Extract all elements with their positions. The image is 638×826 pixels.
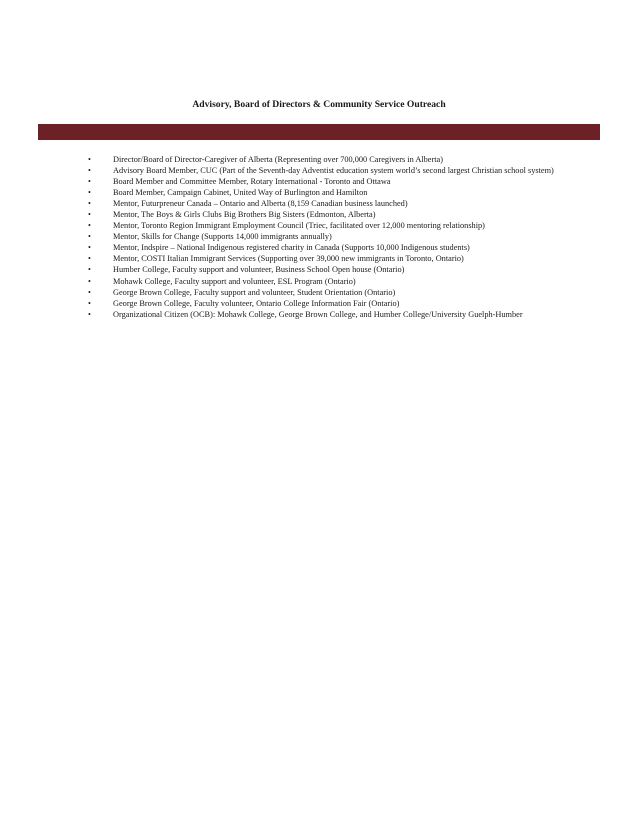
bullet-icon: • (88, 298, 91, 308)
list-item (88, 231, 588, 242)
list-item (88, 165, 588, 176)
bullet-icon: • (88, 265, 91, 275)
bullet-icon: • (88, 254, 91, 264)
bullet-icon: • (88, 199, 91, 209)
list-item-text: Organizational Citizen (OCB): Mohawk College, George Brown College, and Humber College/University Guelph-Humber (113, 309, 523, 319)
list-item (88, 298, 588, 309)
list-item (88, 242, 588, 253)
list-item-text: Board Member, Campaign Cabinet, United Way of Burlington and Hamilton (113, 188, 368, 198)
bullet-icon: • (88, 309, 91, 319)
list-item (88, 198, 588, 209)
bullet-icon: • (88, 166, 91, 176)
list-item (88, 187, 588, 198)
list-item (88, 276, 588, 287)
section-title: Advisory, Board of Directors & Community Service Outreach (192, 99, 446, 110)
list-item (88, 176, 588, 187)
list-item-text: Mentor, The Boys & Girls Clubs Big Brothers Big Sisters (Edmonton, Alberta) (113, 210, 376, 220)
list-item-text: George Brown College, Faculty volunteer, Ontario College Information Fair (Ontario) (113, 298, 400, 308)
list-item (88, 264, 588, 275)
list-item (88, 253, 588, 264)
list-item-text: Mentor, Indspire – National Indigenous registered charity in Canada (Supports 10,000 Indigenous students) (113, 243, 470, 253)
list-item-text: Humber College, Faculty support and volunteer, Business School Open house (Ontario) (113, 265, 405, 275)
bullet-icon: • (88, 287, 91, 297)
bullet-icon: • (88, 232, 91, 242)
bullet-icon: • (88, 221, 91, 231)
list-item-text: Mohawk College, Faculty support and volunteer, ESL Program (Ontario) (113, 276, 356, 286)
bullet-icon: • (88, 177, 91, 187)
list-item-text: Director/Board of Director-Caregiver of Alberta (Representing over 700,000 Caregivers in Alberta) (113, 155, 443, 164)
list-item-text: Mentor, Toronto Region Immigrant Employment Council (Triec, facilitated over 12,000 mentoring relationship) (113, 221, 485, 231)
list-item (88, 209, 588, 220)
outreach-list (88, 154, 588, 320)
bullet-icon: • (88, 188, 91, 198)
list-item-text: George Brown College, Faculty support and volunteer, Student Orientation (Ontario) (113, 287, 396, 297)
list-item (88, 287, 588, 298)
bullet-icon: • (88, 155, 91, 164)
section-divider-bar (38, 124, 600, 140)
bullet-icon: • (88, 210, 91, 220)
list-item-text: Mentor, Futurpreneur Canada – Ontario and Alberta (8,159 Canadian business launched) (113, 199, 408, 209)
list-item-text: Mentor, Skills for Change (Supports 14,000 immigrants annually) (113, 232, 332, 242)
bullet-icon: • (88, 243, 91, 253)
list-item-text: Mentor, COSTI Italian Immigrant Services (Supporting over 39,000 new immigrants in Toronto, Ontario) (113, 254, 464, 264)
list-item (88, 154, 588, 165)
list-item (88, 220, 588, 231)
list-item-text: Board Member and Committee Member, Rotary International - Toronto and Ottawa (113, 177, 391, 187)
list-item (88, 309, 588, 320)
bullet-icon: • (88, 276, 91, 286)
list-item-text: Advisory Board Member, CUC (Part of the Seventh-day Adventist education system world’s second largest Christian school system) (113, 166, 554, 176)
